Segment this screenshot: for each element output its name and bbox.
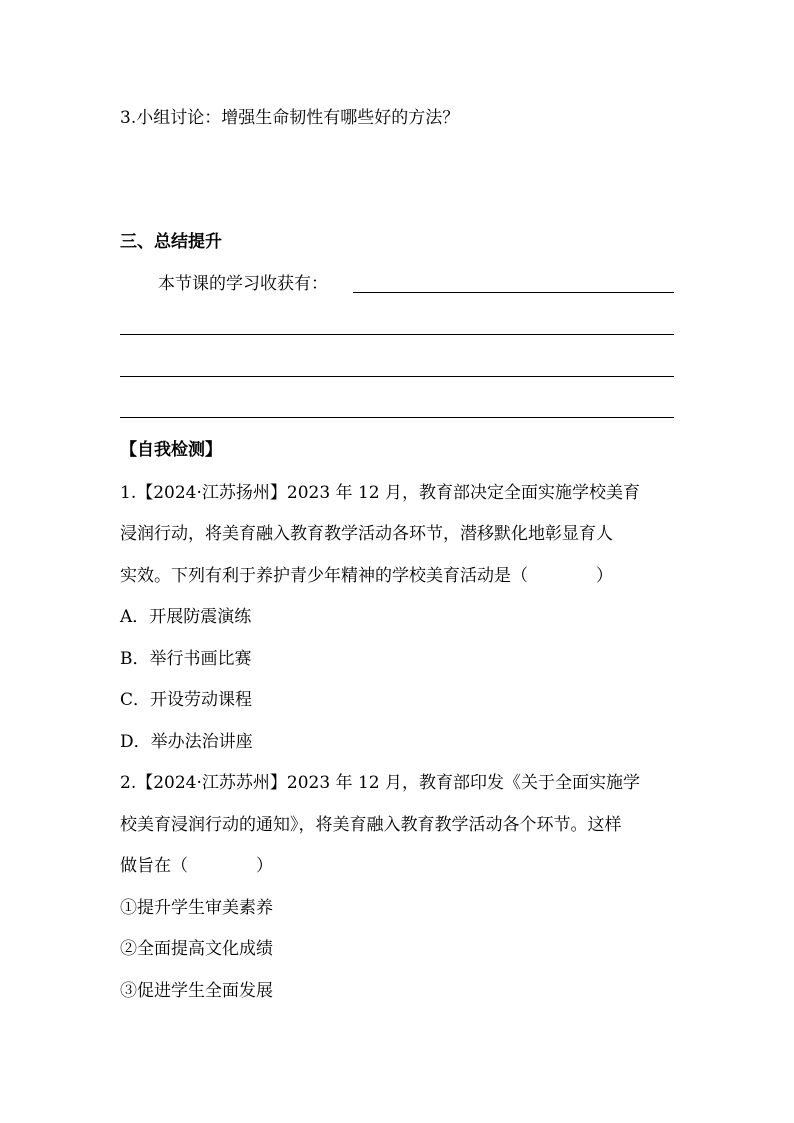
- summary-prompt: 本节课的学习收获有：: [158, 274, 328, 294]
- q2-option-2: ②全面提高文化成绩: [120, 939, 273, 959]
- q2-stem-line-2: 校美育浸润行动的通知》，将美育融入教育教学活动各个环节。这样: [120, 815, 622, 835]
- self-test-heading: 【自我检测】: [120, 440, 222, 460]
- q1-option-c: C．开设劳动课程: [120, 690, 253, 710]
- summary-heading: 三、总结提升: [120, 232, 222, 252]
- q1-stem-line-1: 1.【2024·江苏扬州】2023 年 12 月，教育部决定全面实施学校美育: [120, 483, 640, 503]
- q1-stem-line-2: 浸润行动，将美育融入教育教学活动各环节，潜移默化地彰显育人: [120, 524, 613, 544]
- answer-blank-line: [353, 292, 674, 293]
- q2-option-3: ③促进学生全面发展: [120, 981, 273, 1001]
- q1-stem-line-3: 实效。下列有利于养护青少年精神的学校美育活动是（ ）: [120, 566, 613, 586]
- q2-option-1: ①提升学生审美素养: [120, 898, 273, 918]
- q1-option-a: A．开展防震演练: [120, 607, 252, 627]
- q1-option-d: D．举办法治讲座: [120, 732, 253, 752]
- discussion-question: 3.小组讨论：增强生命韧性有哪些好的方法？: [120, 108, 460, 128]
- q1-option-b: B．举行书画比赛: [120, 649, 252, 669]
- q2-stem-line-3: 做旨在（ ）: [120, 856, 273, 876]
- answer-rule-2: [120, 376, 674, 377]
- q2-stem-line-1: 2.【2024·江苏苏州】2023 年 12 月，教育部印发《关于全面实施学: [120, 773, 640, 793]
- answer-rule-1: [120, 334, 674, 335]
- answer-rule-3: [120, 417, 674, 418]
